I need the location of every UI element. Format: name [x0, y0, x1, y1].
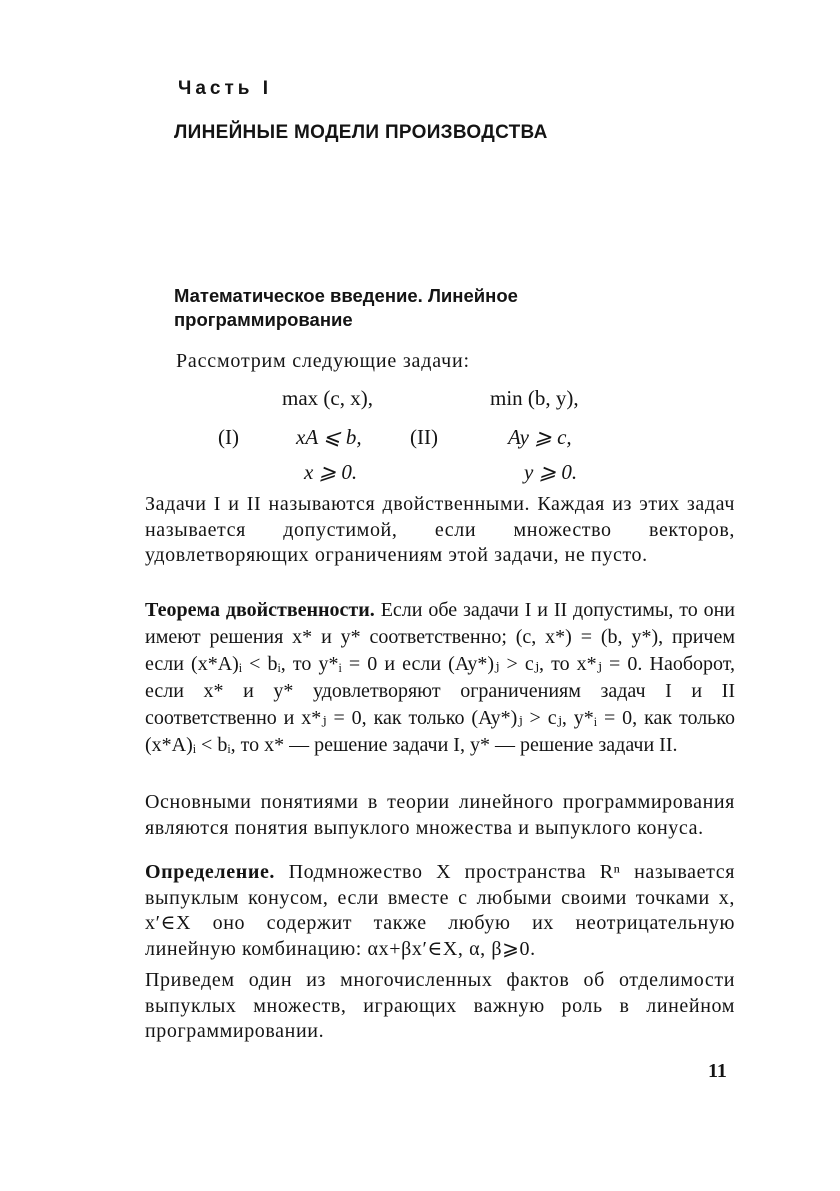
problem-two-nonnegativity: y ⩾ 0.	[524, 460, 578, 484]
problem-two-constraint: Ay ⩾ c,	[508, 425, 572, 449]
page-number: 11	[708, 1060, 727, 1082]
problem-one-nonnegativity: x ⩾ 0.	[304, 460, 358, 484]
definition-body: Подмножество X пространства Rⁿ называется выпуклым конусом, если вместе с любыми своими точками x, x′∈X оно содержит также любую их неотрицательную линейную комбинацию: αx+βx′∈X, α, β⩾0.	[145, 861, 735, 960]
problem-two-objective: min (b, y),	[490, 386, 579, 410]
problem-one-objective: max (c, x),	[282, 386, 373, 410]
definition-lead: Определение.	[145, 861, 276, 883]
theorem-body: Если обе задачи I и II допустимы, то они имеют решения x* и y* соответственно; (c, x*) = (b, y*), причем если (x*A)ᵢ < bᵢ, то y*ᵢ = 0 и если (Ay*)ⱼ > cⱼ, то x*ⱼ = 0. Наоборот, если x* и y* удовлетворяют ограничениям задач I и II соответственно и x*ⱼ = 0, как только (Ay*)ⱼ > cⱼ, y*ᵢ = 0, как только (x*A)ᵢ < bᵢ, то x* — решение задачи I, y* — решение задачи II.	[145, 599, 736, 756]
paragraph-separation: Приведем один из многочисленных фактов об отделимости выпуклых множеств, играющих важную роль в линейном программировании.	[145, 969, 735, 1042]
problem-two-label: (II)	[410, 425, 438, 449]
paragraph-concepts: Основными понятиями в теории линейного программирования являются понятия выпуклого множества и выпуклого конуса.	[145, 791, 735, 839]
definition-block	[145, 860, 735, 962]
main-title: ЛИНЕЙНЫЕ МОДЕЛИ ПРОИЗВОДСТВА	[174, 122, 548, 143]
problem-one-label: (I)	[218, 425, 239, 449]
paragraph-duality: Задачи I и II называются двойственными. Каждая из этих задач называется допустимой, если множество векторов, удовлетворяющих ограничениям этой задачи, не пусто.	[145, 493, 735, 566]
problem-one-constraint: xA ⩽ b,	[296, 425, 362, 449]
part-label: Часть I	[178, 78, 273, 99]
theorem-lead: Теорема двойственности.	[145, 599, 375, 621]
section-title: Математическое введение. Линейное программирование	[174, 285, 518, 330]
theorem-block	[145, 597, 735, 759]
intro-text: Рассмотрим следующие задачи:	[176, 350, 470, 372]
